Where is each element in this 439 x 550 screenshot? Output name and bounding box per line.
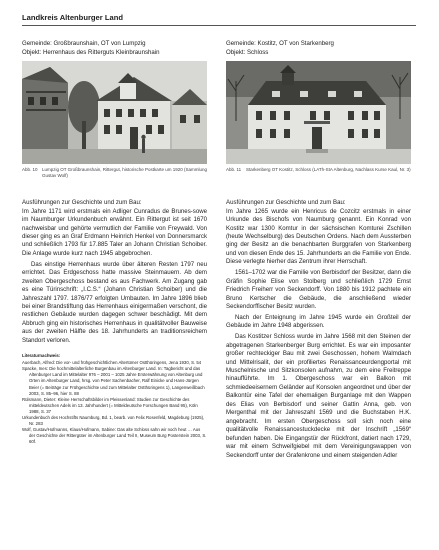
schloss-photo xyxy=(226,61,411,164)
right-column xyxy=(226,40,411,460)
left-caption-text: Lumpzig OT Großbraunshain, Rittergut, historische Postkarte um 1920 (Sammlung Gustav Wolf) xyxy=(42,167,207,179)
literature-entry: Spacke, Ines: Die hochmittelalterliche Burgenbau im Altenburger Land. In: Tagbericht und das Altenburger Land im Mittelalter 976 – 2001 – 1025 Jahre Ersterwähnung von Altenburg und Orten im Altenburger Land, hrsg. von Peter Sachenbacher, Ralf Einicke und Hans-Jürgen Beier (= Beiträge zur Frühgeschichte und zum Mittelalter Ostthüringens 1), Langenweißbach 2003, S. 85–96, hier S. 88 xyxy=(22,366,205,396)
literature-entry: Wolf, Gustav/Hofmanns, Klaus/Hofmann, Sabine: Das alte Schloss sahn wir noch heut … Aus der Geschichte der Rittergüter im Altenburger Land Teil II, Museum Burg Posterstein 2003, S. 60f. xyxy=(22,426,207,444)
left-paragraph: Im Jahre 1171 wird erstmals ein Adliger Cunradus de Brunes-sowe im Naumburger Urkundenbuch erwähnt. Ein Rittergut ist seit 1670 nachweisbar und gehörte vermutlich der Familie von Freywald. Von dieser ging es an Graf Erdmann Heinrich Henkel von Donnersmarck und schließlich 1793 für 17.885 Taler an Johann Christian Schoiber. Die Anlage wurde kurz nach 1945 abgebrochen. xyxy=(22,207,207,257)
right-heading: Ausführungen zur Geschichte und zum Bau: xyxy=(226,199,346,207)
left-paragraph: Das einstige Herrenhaus wurde über älteren Resten 1797 neu errichtet. Das Erdgeschoss hatte massive Steinmauern. Ab dem zweiten Obergeschoss bestand es aus Fachwerk. Am Zugang gab es eine Türinschrift: „I.C.S.“ (Johann Christian Schoiber) und die Jahreszahl 1797. 1876/77 erfolgten Umbauten. Im Jahre 1896 blieb bei einer Brandstiftung das Herrenhaus einigermaßen verschont, die restlichen Gebäude wurden dagegen schwer beschädigt. Mit dem Abbruch ging ein historisches Herrenhaus in qualitätvoller Bauweise aus der zweiten Hälfte des 18. Jahrhunderts an traditionsreichem Standort verloren. xyxy=(22,260,207,344)
page-header: Landkreis Altenburger Land xyxy=(22,12,416,26)
left-column xyxy=(22,40,207,445)
literature-entry: Urkundenbuch des Hochstifts Naumburg, Bd. 1, bearb. von Felix Rosenfeld, Magdeburg (1925), Nr. 283 xyxy=(22,414,205,426)
right-gemeinde: Gemeinde: Kostitz, OT von Starkenberg xyxy=(226,40,334,47)
left-body xyxy=(22,199,207,345)
right-caption-text: Starkenberg OT Kostitz, Schloss (LATh-StA Altenburg, Nachlass Kurse Kaul, Nr. 3) xyxy=(246,167,411,173)
literature-title: Literaturnachweis: xyxy=(22,353,61,359)
right-paragraph: 1561–1702 war die Familie von Berbisdorf der Besitzer, dann die Gräfin Sophie Elise von Stolberg und schließlich 1729 Ernst Friedrich Freiherr von Seckendorff. Von 1880 bis 1912 pachtete ein Bruno Kertscher die Gebäude, die anschließend wieder Seckendorffischer Besitz wurden. xyxy=(226,269,411,311)
literature-entry: Auerbach, Alfred: Die vor- und frühgeschichtlichen Altertümer Ostthüringens, Jena 1930, S. 54 xyxy=(22,360,202,366)
right-objekt: Objekt: Schloss xyxy=(226,48,269,56)
right-caption-number: Abb. 11 xyxy=(226,167,242,173)
right-paragraph: Im Jahre 1265 wurde ein Henricus de Cozcitz erstmals in einer Urkunde des Bischofs von Naumburg genannt. Ein Konrad von Kostitz war 1300 Komtur in der sächsischen Komturei Zschillen (heute Wechselburg) des Deutschen Ordens. Nach dem Aussterben ging der Besitz an die benachbarten Burggrafen von Starkenberg und von diesen Ende des 15. Jahrhunderts an die Familie von Ende. Diese verlegte hierher das Zentrum ihrer Herrschaft. xyxy=(226,207,411,266)
left-objekt: Objekt: Herrenhaus des Ritterguts Kleinbraunshain xyxy=(22,48,160,56)
left-caption-number: Abb. 10 xyxy=(22,167,38,173)
right-caption xyxy=(226,167,411,191)
left-gemeinde: Gemeinde: Großbraunshain, OT von Lumpzig xyxy=(22,40,146,47)
left-caption xyxy=(22,167,207,191)
right-paragraph: Nach der Enteignung im Jahre 1945 wurde ein Großteil der Gebäude im Jahre 1948 abgerissen. xyxy=(226,313,411,330)
left-heading: Ausführungen zur Geschichte und zum Bau: xyxy=(22,199,142,207)
right-body xyxy=(226,199,411,460)
literature-entry: Rülsmann, Dieter: Kleine Herrschaftsbilder im Pleissenland: Studien zur Geschichte des mitteldeutschen Adels im 13. Jahrhundert (= Mitteldeutsche Forschungen Band 95), Köln 1988, S. 37 xyxy=(22,396,198,414)
rittergut-photo xyxy=(22,61,207,164)
literature-list xyxy=(22,353,207,445)
right-paragraph: Das Kostitzer Schloss wurde im Jahre 1568 mit den Steinen der abgetragenen Starkenberger Burg errichtet. Es war ein imposanter großer rechteckiger Bau mit zwei Geschossen, hohem Walmdach und Mittelrisalit, der ein profiliertes Renaissanceurdengportal mit Muschelnische und Sitzkonsolen aufnahm, zu dem eine Freitreppe hinaufführte. Im 1. Obergeschoss war ein Balkon mit schmiedeeisernem Geländer auf Konsolen angeordnet und über der Balkontür eine Tafel der ehemaligen Burganlage mit den Wappen des Elias von Berbisdorf und seiner Gattin Anna, geb. von Mergenthal mit der Jahreszahl 1569 und die Buchstaben H.K. angebracht. Im ersten Obergeschoss soll sich noch eine qualitätvolle Renaissancestuckdecke mit der Inschrift „1569“ befunden haben. Die Eingangstür der Rückfront, datiert nach 1729, war mit einem Schweifgiebel mit dem Vereinigungswappen von Seckendorff unter der Grafenkrone und einem steigenden Adler xyxy=(226,333,411,459)
